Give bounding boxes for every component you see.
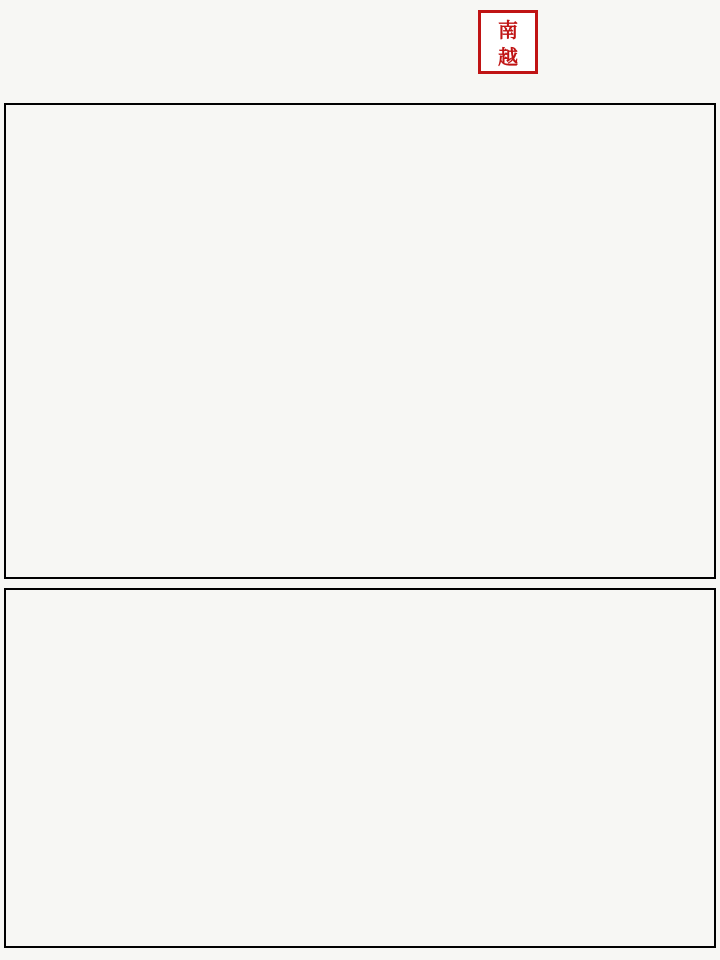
chart-panel bbox=[4, 103, 716, 579]
qr-code-icon bbox=[378, 20, 448, 90]
yearly-luck-grid bbox=[4, 588, 716, 948]
header bbox=[0, 0, 720, 100]
seal-logo: 南 越 bbox=[478, 10, 538, 74]
